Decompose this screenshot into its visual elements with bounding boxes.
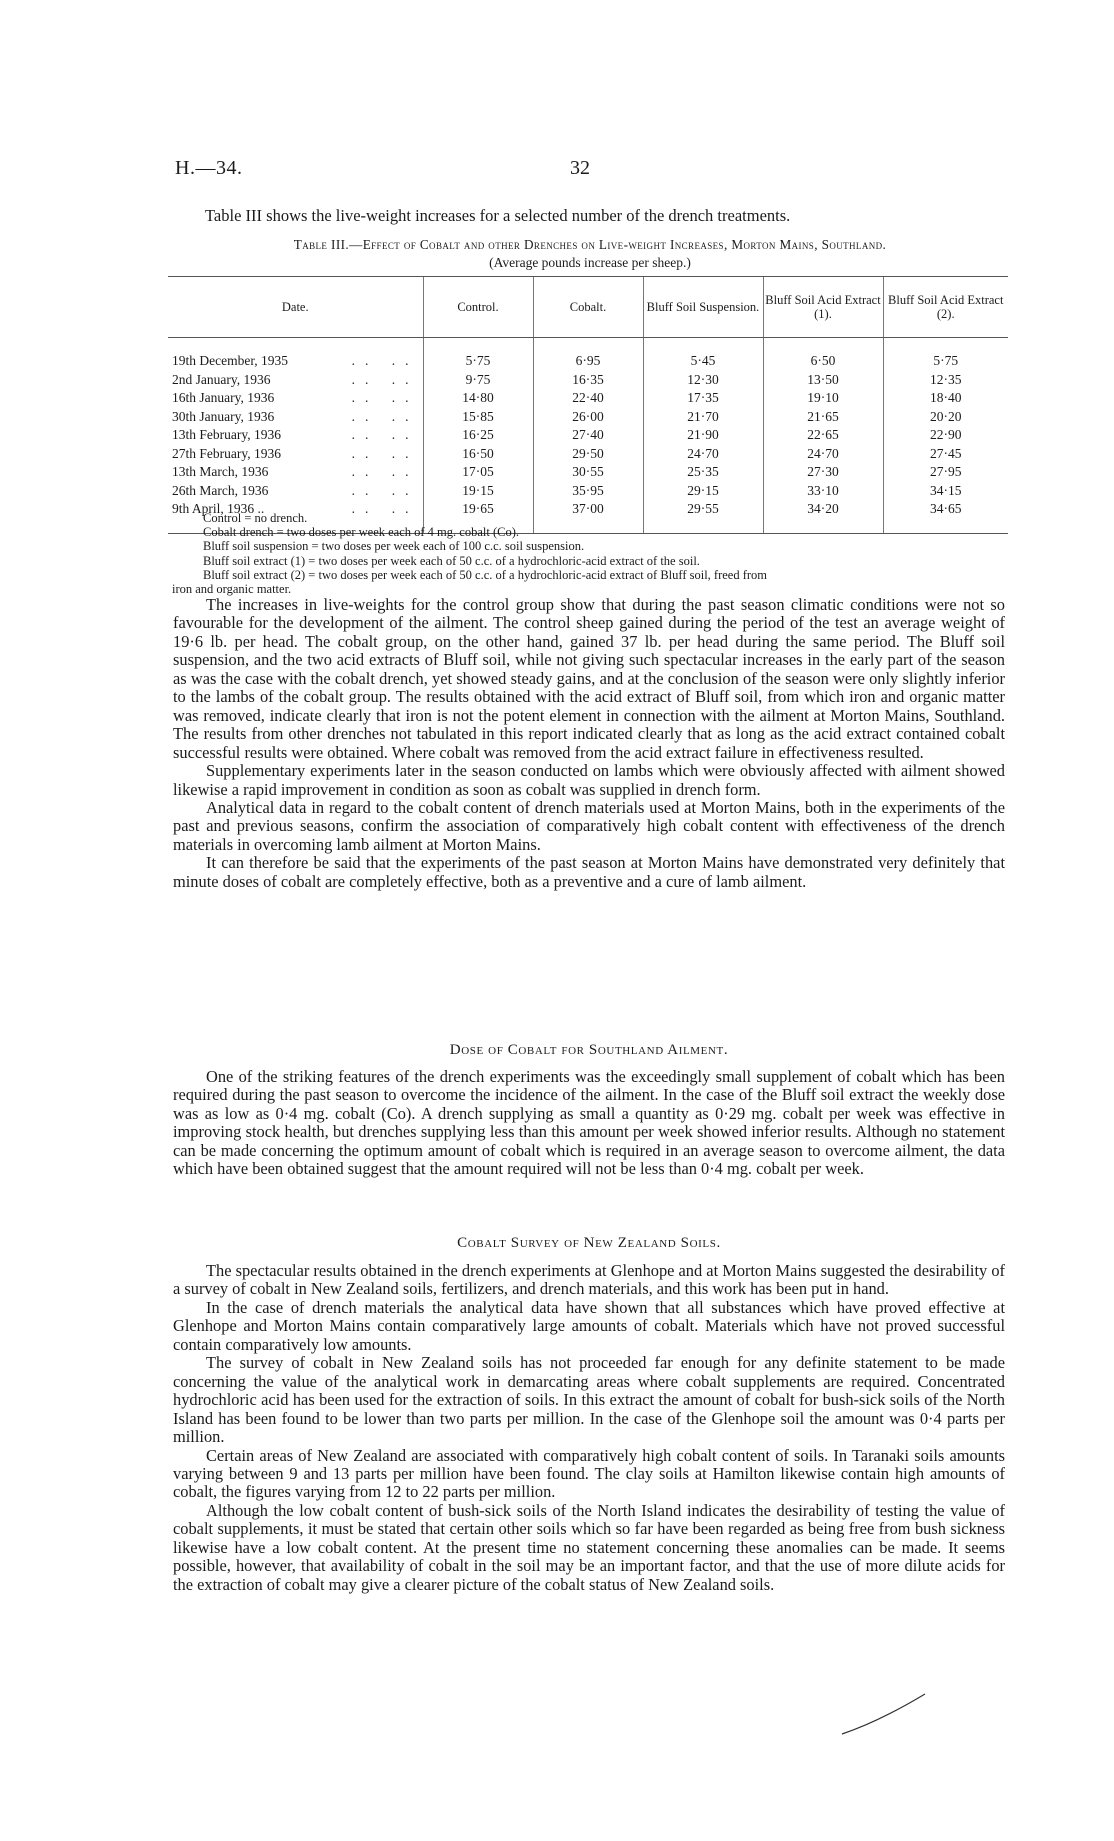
value-cell: 25·35 xyxy=(643,463,763,482)
paragraph: The survey of cobalt in New Zealand soils has not proceeded far enough for any definite statement to be made concerning the value of the analytical work in demarcating areas where cobalt supplements are required. Concentrated hydrochloric acid has been used for the extraction of soils. In this extract the amount of cobalt for bush-sick soils of the North Island has been found to be lower than two parts per million. In the case of the Glenhope soil the amount was 0·4 parts per million. xyxy=(173,1353,1005,1447)
value-cell: 21·65 xyxy=(763,408,883,427)
paragraph: Analytical data in regard to the cobalt content of drench materials used at Morton Mains, both in the experiments of the past and previous seasons, confirm the association of comparatively high cobalt content with effectiveness of the drench materials in overcoming lamb ailment at Morton Mains. xyxy=(173,797,1005,854)
value-cell: 19·15 xyxy=(423,482,533,501)
report-code: H.—34. xyxy=(175,157,243,179)
paragraph: Certain areas of New Zealand are associated with comparatively high cobalt content of soils. In Taranaki soils amounts varying between 9 and 13 parts per million have been found. The clay soils at Hamilton likewise contain high amounts of cobalt, the figures varying from 12 to 22 parts per million. xyxy=(173,1445,1005,1502)
table-note: Cobalt drench = two doses per week each of 4 mg. cobalt (Co). xyxy=(203,525,519,540)
value-cell: 27·45 xyxy=(883,445,1008,464)
table-row xyxy=(168,482,1008,501)
value-cell: 26·00 xyxy=(533,408,643,427)
value-cell: 29·50 xyxy=(533,445,643,464)
leader-dots: .. .. xyxy=(351,482,419,498)
date-cell xyxy=(168,445,423,464)
value-cell: 22·40 xyxy=(533,389,643,408)
value-cell: 16·25 xyxy=(423,426,533,445)
column-header: Bluff Soil Acid Extract (1). xyxy=(763,277,883,338)
value-cell: 13·50 xyxy=(763,371,883,390)
date-label: 13th March, 1936 xyxy=(172,464,269,479)
date-label: 30th January, 1936 xyxy=(172,408,275,424)
date-label: 26th March, 1936 xyxy=(172,482,269,498)
value-cell: 19·10 xyxy=(763,389,883,408)
value-cell: 29·15 xyxy=(643,482,763,501)
section-heading: Cobalt Survey of New Zealand Soils. xyxy=(457,1235,721,1251)
leader-dots: .. .. xyxy=(351,464,419,479)
leader-dots: .. .. xyxy=(351,371,419,387)
paragraph: It can therefore be said that the experiments of the past season at Morton Mains have demonstrated very definitely that minute doses of cobalt are completely effective, both as a preventive and a cure of lamb ailment. xyxy=(173,853,1005,891)
value-cell: 34·65 xyxy=(883,500,1008,533)
table-note: Bluff soil extract (1) = two doses per week each of 50 c.c. of a hydrochloric-acid extract of the soil. xyxy=(203,553,700,568)
value-cell: 21·90 xyxy=(643,426,763,445)
value-cell: 5·75 xyxy=(423,338,533,371)
pen-stroke-mark xyxy=(840,1690,930,1740)
table-subcaption: (Average pounds increase per sheep.) xyxy=(489,255,691,270)
column-header: Cobalt. xyxy=(533,277,643,338)
value-cell: 24·70 xyxy=(643,445,763,464)
value-cell: 15·85 xyxy=(423,408,533,427)
table-row xyxy=(168,445,1008,464)
column-header: Bluff Soil Suspension. xyxy=(643,277,763,338)
table-row xyxy=(168,426,1008,445)
value-cell: 30·55 xyxy=(533,463,643,482)
value-cell: 22·65 xyxy=(763,426,883,445)
paragraph: The spectacular results obtained in the drench experiments at Glenhope and at Morton Mains suggested the desirability of a survey of cobalt in New Zealand soils, fertilizers, and drench materials, and this work has been put in hand. xyxy=(173,1261,1005,1299)
leader-dots: .. .. xyxy=(351,427,419,442)
date-label: 27th February, 1936 xyxy=(172,445,281,461)
value-cell: 5·45 xyxy=(643,338,763,371)
section-heading: Dose of Cobalt for Southland Ailment. xyxy=(449,1042,729,1058)
value-cell: 20·20 xyxy=(883,408,1008,427)
value-cell: 12·30 xyxy=(643,371,763,390)
column-header: Bluff Soil Acid Extract (2). xyxy=(883,277,1008,338)
table-caption: Table III.—Effect of Cobalt and other Drenches on Live-weight Increases, Morton Mains, Southland. xyxy=(293,237,887,252)
value-cell: 17·05 xyxy=(423,463,533,482)
date-label: 19th December, 1935 xyxy=(172,353,289,368)
date-cell xyxy=(168,426,423,445)
value-cell: 16·50 xyxy=(423,445,533,464)
value-cell: 17·35 xyxy=(643,389,763,408)
leader-dots: .. .. xyxy=(351,501,419,516)
table-row xyxy=(168,371,1008,390)
value-cell: 6·50 xyxy=(763,338,883,371)
table-note: Bluff soil suspension = two doses per week each of 100 c.c. soil suspension. xyxy=(203,539,585,554)
page-number: 32 xyxy=(570,157,590,179)
table-header-row xyxy=(168,277,1008,338)
value-cell: 21·70 xyxy=(643,408,763,427)
value-cell: 29·55 xyxy=(643,500,763,533)
column-header: Control. xyxy=(423,277,533,338)
date-label: 9th April, 1936 .. xyxy=(172,501,265,516)
paragraph: Although the low cobalt content of bush-sick soils of the North Island indicates the desirability of testing the value of cobalt supplements, it must be stated that certain other soils which so far have been regarded as being free from bush sickness likewise have a low cobalt content. At the present time no statement concerning these anomalies can be made. It seems possible, however, that availability of cobalt in the soil may be an important factor, and that the use of more dilute acids for the extraction of cobalt may give a clearer picture of the cobalt status of New Zealand soils. xyxy=(173,1500,1005,1594)
value-cell: 9·75 xyxy=(423,371,533,390)
date-cell xyxy=(168,482,423,501)
leader-dots: .. .. xyxy=(351,390,419,405)
value-cell: 37·00 xyxy=(533,500,643,533)
table-row xyxy=(168,389,1008,408)
date-label: 13th February, 1936 xyxy=(172,427,281,442)
leader-dots: .. .. xyxy=(351,408,419,424)
value-cell: 5·75 xyxy=(883,338,1008,371)
value-cell: 19·65 xyxy=(423,500,533,533)
column-header: Date. xyxy=(168,277,423,338)
live-weight-table xyxy=(168,276,1008,534)
paragraph: The increases in live-weights for the control group show that during the past season climatic conditions were not so favourable for the development of the ailment. The control sheep gained during the period of the test an average weight of 19·6 lb. per head. The cobalt group, on the other hand, gained 37 lb. per head during the same period. The Bluff soil suspension, and the two acid extracts of Bluff soil, while not giving such spectacular increases in the early part of the season as was the case with the cobalt drench, yet showed steady gains, and at the conclusion of the season were only slightly inferior to the lambs of the cobalt group. The results obtained with the acid extract of Bluff soil, from which iron and organic matter was removed, indicate clearly that iron is not the potent element in connection with the ailment at Morton Mains, Southland. The results from other drenches not tabulated in this report indicated clearly that as long as the acid extract contained cobalt successful results were obtained. Where cobalt was removed from the acid extract failure in effectiveness resulted. xyxy=(173,595,1005,762)
table-intro: Table III shows the live-weight increases for a selected number of the drench treatments. xyxy=(205,206,791,225)
leader-dots: .. .. xyxy=(351,445,419,461)
value-cell: 16·35 xyxy=(533,371,643,390)
table-notes xyxy=(172,511,1003,597)
value-cell: 22·90 xyxy=(883,426,1008,445)
body-text-a xyxy=(173,596,1005,891)
paragraph: One of the striking features of the drench experiments was the exceedingly small supplement of cobalt which has been required during the past season to overcome the incidence of the ailment. In the case of the Bluff soil extract the weekly dose was as low as 0·4 mg. cobalt (Co). A drench supplying as small a quantity as 0·29 mg. cobalt per week was effective in improving stock health, but drenches supplying less than this amount per week showed inferior results. Although no statement can be made concerning the optimum amount of cobalt which is required in an average season to overcome ailment, the data which have been obtained suggest that the amount required will not be less than 0·4 mg. cobalt per week. xyxy=(173,1067,1005,1179)
value-cell: 24·70 xyxy=(763,445,883,464)
value-cell: 33·10 xyxy=(763,482,883,501)
value-cell: 12·35 xyxy=(883,371,1008,390)
body-text-b xyxy=(173,1068,1005,1179)
date-cell xyxy=(168,408,423,427)
table-note: Control = no drench. xyxy=(203,511,308,525)
date-label: 16th January, 1936 xyxy=(172,390,275,405)
value-cell: 27·40 xyxy=(533,426,643,445)
table-note: iron and organic matter. xyxy=(172,582,292,597)
value-cell: 6·95 xyxy=(533,338,643,371)
table-row xyxy=(168,463,1008,482)
date-label: 2nd January, 1936 xyxy=(172,371,271,387)
leader-dots: .. .. xyxy=(351,353,419,368)
date-cell xyxy=(168,389,423,408)
value-cell: 18·40 xyxy=(883,389,1008,408)
date-cell xyxy=(168,371,423,390)
paragraph: In the case of drench materials the analytical data have shown that all substances which have proved effective at Glenhope and Morton Mains contain comparatively large amounts of cobalt. Materials which have not proved successful contain comparatively low amounts. xyxy=(173,1297,1005,1354)
value-cell: 27·95 xyxy=(883,463,1008,482)
table-row xyxy=(168,338,1008,371)
value-cell: 34·15 xyxy=(883,482,1008,501)
value-cell: 27·30 xyxy=(763,463,883,482)
value-cell: 35·95 xyxy=(533,482,643,501)
date-cell xyxy=(168,463,423,482)
value-cell: 34·20 xyxy=(763,500,883,533)
value-cell: 14·80 xyxy=(423,389,533,408)
table-note: Bluff soil extract (2) = two doses per week each of 50 c.c. of a hydrochloric-acid extract of Bluff soil, freed from xyxy=(203,567,768,582)
paragraph: Supplementary experiments later in the season conducted on lambs which were obviously affected with ailment showed likewise a rapid improvement in condition as soon as cobalt was supplied in drench form. xyxy=(173,761,1005,799)
table-row xyxy=(168,408,1008,427)
date-cell xyxy=(168,338,423,371)
body-text-c xyxy=(173,1262,1005,1594)
